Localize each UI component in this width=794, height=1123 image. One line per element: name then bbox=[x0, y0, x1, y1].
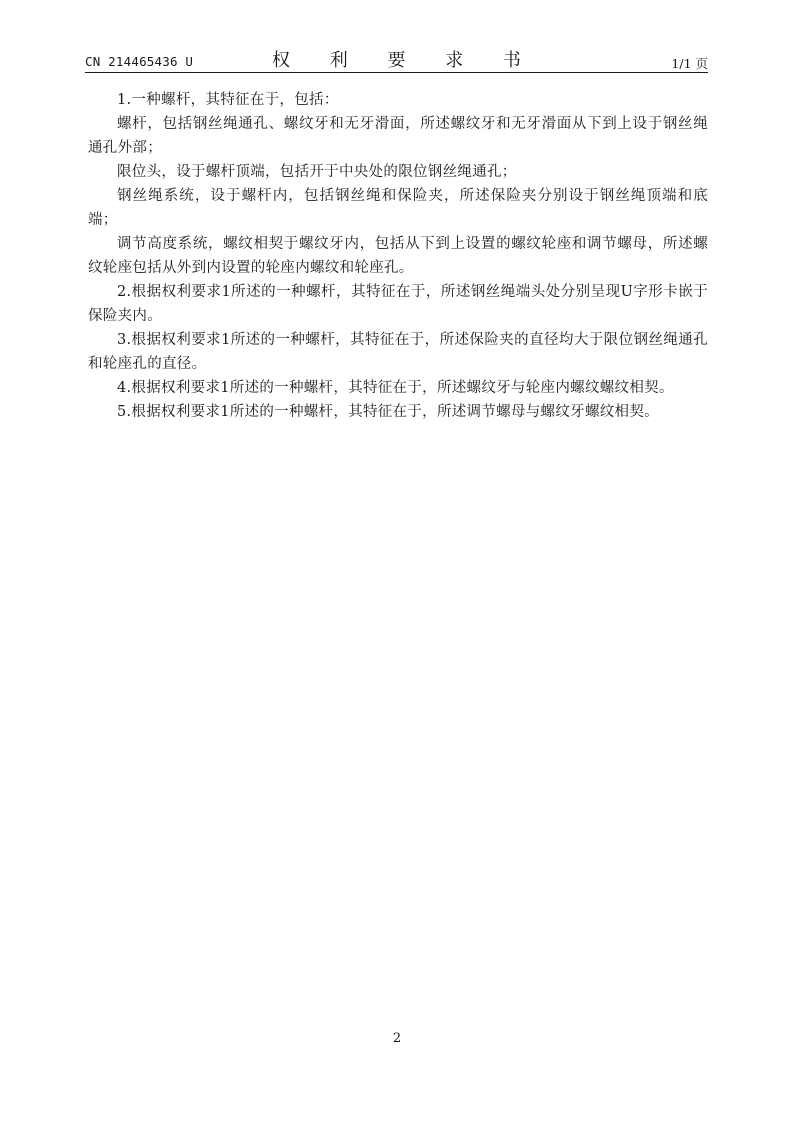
page-header bbox=[85, 46, 708, 72]
claim-paragraph: 螺杆，包括钢丝绳通孔、螺纹牙和无牙滑面，所述螺纹牙和无牙滑面从下到上设于钢丝绳通孔外部； bbox=[88, 116, 708, 156]
claim-paragraph: 调节高度系统，螺纹相契于螺纹牙内，包括从下到上设置的螺纹轮座和调节螺母，所述螺纹轮座包括从外到内设置的轮座内螺纹和轮座孔。 bbox=[88, 236, 708, 276]
claim-paragraph: 2.根据权利要求1所述的一种螺杆，其特征在于，所述钢丝绳端头处分别呈现U字形卡嵌于保险夹内。 bbox=[88, 284, 708, 324]
claims-body bbox=[88, 88, 708, 424]
page-indicator: 1/1 页 bbox=[671, 56, 708, 71]
patent-number: CN 214465436 U bbox=[85, 54, 194, 69]
header-divider bbox=[85, 72, 708, 73]
claim-paragraph: 限位头，设于螺杆顶端，包括开于中央处的限位钢丝绳通孔； bbox=[117, 164, 517, 180]
claim-paragraph: 5.根据权利要求1所述的一种螺杆，其特征在于，所述调节螺母与螺纹牙螺纹相契。 bbox=[117, 404, 659, 420]
claim-paragraph: 1.一种螺杆，其特征在于，包括： bbox=[117, 92, 339, 108]
page-number: 2 bbox=[392, 1031, 402, 1046]
claim-paragraph: 4.根据权利要求1所述的一种螺杆，其特征在于，所述螺纹牙与轮座内螺纹螺纹相契。 bbox=[117, 380, 674, 396]
document-title: 权 利 要 求 书 bbox=[272, 50, 538, 71]
claim-paragraph: 3.根据权利要求1所述的一种螺杆，其特征在于，所述保险夹的直径均大于限位钢丝绳通孔和轮座孔的直径。 bbox=[88, 332, 708, 372]
claim-paragraph: 钢丝绳系统，设于螺杆内，包括钢丝绳和保险夹，所述保险夹分别设于钢丝绳顶端和底端； bbox=[88, 188, 708, 228]
